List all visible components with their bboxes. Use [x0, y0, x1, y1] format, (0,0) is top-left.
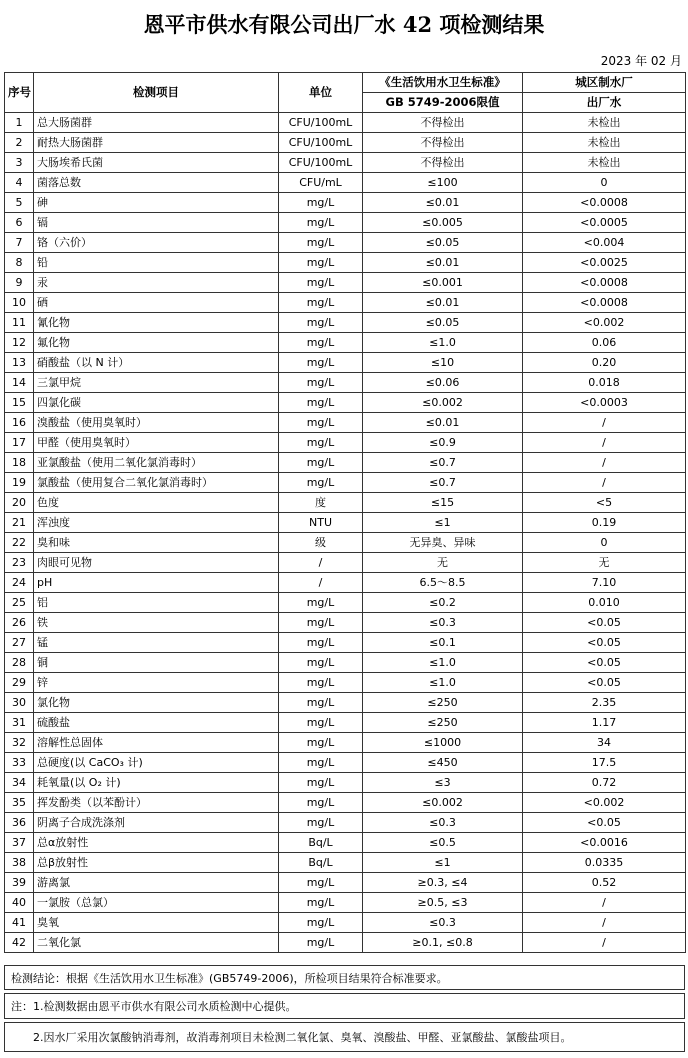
table-row [5, 733, 686, 753]
row-item: 氟化物 [34, 333, 279, 353]
row-number: 17 [5, 433, 34, 453]
row-unit: mg/L [279, 713, 363, 733]
table-row [5, 453, 686, 473]
row-number: 9 [5, 273, 34, 293]
row-number: 4 [5, 173, 34, 193]
row-unit: mg/L [279, 353, 363, 373]
row-result: <0.0008 [523, 273, 686, 293]
row-result: 17.5 [523, 753, 686, 773]
row-result: 0.010 [523, 593, 686, 613]
conclusion-text: 检测结论：根据《生活饮用水卫生标准》(GB5749-2006)，所检项目结果符合标准要求。 [4, 965, 685, 990]
row-result: / [523, 433, 686, 453]
row-result: / [523, 473, 686, 493]
row-result: <0.05 [523, 613, 686, 633]
note-2: 2.因水厂采用次氯酸钠消毒剂，故消毒剂项目未检测二氧化氯、臭氧、溴酸盐、甲醛、亚氯酸盐、氯酸盐项目。 [4, 1022, 685, 1052]
row-result: <0.05 [523, 673, 686, 693]
row-item: 亚氯酸盐（使用二氧化氯消毒时） [34, 453, 279, 473]
row-item: 硝酸盐（以 N 计） [34, 353, 279, 373]
row-unit: mg/L [279, 373, 363, 393]
row-item: 溴酸盐（使用臭氧时） [34, 413, 279, 433]
row-result: <0.002 [523, 793, 686, 813]
table-row [5, 413, 686, 433]
header-plant: 城区制水厂 [523, 73, 686, 93]
row-result: 1.17 [523, 713, 686, 733]
row-unit: mg/L [279, 633, 363, 653]
table-row [5, 913, 686, 933]
note-1: 注：1.检测数据由恩平市供水有限公司水质检测中心提供。 [4, 993, 685, 1019]
row-number: 10 [5, 293, 34, 313]
row-number: 28 [5, 653, 34, 673]
row-number: 27 [5, 633, 34, 653]
row-result: / [523, 413, 686, 433]
row-unit: mg/L [279, 413, 363, 433]
row-unit: mg/L [279, 753, 363, 773]
table-row [5, 933, 686, 953]
table-row [5, 333, 686, 353]
table-row [5, 173, 686, 193]
row-result: 0.018 [523, 373, 686, 393]
report-date: 2023 年 02 月 [600, 54, 682, 68]
row-unit: Bq/L [279, 833, 363, 853]
row-result: <0.0003 [523, 393, 686, 413]
row-item: 总α放射性 [34, 833, 279, 853]
row-item: 镉 [34, 213, 279, 233]
row-unit: mg/L [279, 313, 363, 333]
row-unit: CFU/mL [279, 173, 363, 193]
row-number: 16 [5, 413, 34, 433]
header-plant-water: 出厂水 [523, 93, 686, 113]
row-limit: ≤0.005 [363, 213, 523, 233]
row-result: <0.004 [523, 233, 686, 253]
row-number: 12 [5, 333, 34, 353]
row-result: <0.0008 [523, 193, 686, 213]
row-result: <0.05 [523, 813, 686, 833]
row-number: 11 [5, 313, 34, 333]
table-row [5, 433, 686, 453]
row-unit: mg/L [279, 193, 363, 213]
header-standard: 《生活饮用水卫生标准》 [363, 73, 523, 93]
row-item: 铅 [34, 253, 279, 273]
row-limit: ≥0.5, ≤3 [363, 893, 523, 913]
row-unit: mg/L [279, 293, 363, 313]
table-row [5, 193, 686, 213]
row-item: 大肠埃希氏菌 [34, 153, 279, 173]
results-table [4, 72, 686, 953]
row-result: <0.05 [523, 653, 686, 673]
row-limit: 不得检出 [363, 113, 523, 133]
row-result: <0.0025 [523, 253, 686, 273]
row-limit: ≤0.7 [363, 473, 523, 493]
row-number: 22 [5, 533, 34, 553]
row-item: 臭氧 [34, 913, 279, 933]
table-row [5, 793, 686, 813]
row-limit: ≤0.05 [363, 233, 523, 253]
row-unit: / [279, 573, 363, 593]
row-limit: ≥0.3, ≤4 [363, 873, 523, 893]
row-number: 6 [5, 213, 34, 233]
row-result: 0.52 [523, 873, 686, 893]
row-result: <0.05 [523, 633, 686, 653]
table-row [5, 533, 686, 553]
row-number: 30 [5, 693, 34, 713]
row-unit: mg/L [279, 393, 363, 413]
row-number: 31 [5, 713, 34, 733]
table-row [5, 293, 686, 313]
row-result: <0.0016 [523, 833, 686, 853]
row-result: 34 [523, 733, 686, 753]
table-row [5, 253, 686, 273]
row-item: 臭和味 [34, 533, 279, 553]
row-item: 耗氧量(以 O₂ 计) [34, 773, 279, 793]
row-number: 23 [5, 553, 34, 573]
row-unit: mg/L [279, 673, 363, 693]
table-row [5, 893, 686, 913]
row-unit: 级 [279, 533, 363, 553]
row-item: 铁 [34, 613, 279, 633]
row-limit: ≤3 [363, 773, 523, 793]
row-number: 36 [5, 813, 34, 833]
row-limit: ≤1.0 [363, 653, 523, 673]
table-row [5, 513, 686, 533]
row-result: 2.35 [523, 693, 686, 713]
row-item: 四氯化碳 [34, 393, 279, 413]
row-result: 0.0335 [523, 853, 686, 873]
row-unit: mg/L [279, 473, 363, 493]
row-unit: mg/L [279, 793, 363, 813]
table-row [5, 373, 686, 393]
row-result: / [523, 893, 686, 913]
row-result: <5 [523, 493, 686, 513]
row-limit: ≤0.2 [363, 593, 523, 613]
row-item: 肉眼可见物 [34, 553, 279, 573]
row-unit: mg/L [279, 813, 363, 833]
row-result: 0 [523, 533, 686, 553]
row-unit: mg/L [279, 433, 363, 453]
row-number: 38 [5, 853, 34, 873]
table-row [5, 313, 686, 333]
row-limit: 不得检出 [363, 153, 523, 173]
row-result: 0 [523, 173, 686, 193]
row-item: 锌 [34, 673, 279, 693]
row-item: 氯化物 [34, 693, 279, 713]
row-result: 7.10 [523, 573, 686, 593]
table-row [5, 273, 686, 293]
row-limit: ≤0.3 [363, 613, 523, 633]
row-number: 34 [5, 773, 34, 793]
row-limit: 不得检出 [363, 133, 523, 153]
row-result: 未检出 [523, 113, 686, 133]
header-item: 检测项目 [34, 73, 279, 113]
row-item: 总硬度(以 CaCO₃ 计) [34, 753, 279, 773]
row-result: 0.72 [523, 773, 686, 793]
row-number: 2 [5, 133, 34, 153]
table-row [5, 473, 686, 493]
row-result: / [523, 933, 686, 953]
row-limit: ≤0.9 [363, 433, 523, 453]
row-limit: ≤0.01 [363, 413, 523, 433]
row-item: 三氯甲烷 [34, 373, 279, 393]
row-number: 42 [5, 933, 34, 953]
row-item: 汞 [34, 273, 279, 293]
row-number: 29 [5, 673, 34, 693]
row-unit: mg/L [279, 933, 363, 953]
row-item: 菌落总数 [34, 173, 279, 193]
row-result: <0.002 [523, 313, 686, 333]
row-limit: ≤0.1 [363, 633, 523, 653]
table-row [5, 553, 686, 573]
row-number: 5 [5, 193, 34, 213]
row-limit: ≤0.01 [363, 293, 523, 313]
row-unit: mg/L [279, 593, 363, 613]
row-number: 37 [5, 833, 34, 853]
row-limit: ≤0.3 [363, 813, 523, 833]
row-item: pH [34, 573, 279, 593]
row-number: 26 [5, 613, 34, 633]
row-limit: ≤0.3 [363, 913, 523, 933]
row-unit: CFU/100mL [279, 133, 363, 153]
row-unit: mg/L [279, 893, 363, 913]
row-unit: mg/L [279, 873, 363, 893]
table-row [5, 593, 686, 613]
row-number: 35 [5, 793, 34, 813]
row-number: 3 [5, 153, 34, 173]
table-row [5, 673, 686, 693]
table-row [5, 753, 686, 773]
row-limit: ≤450 [363, 753, 523, 773]
row-result: / [523, 453, 686, 473]
row-unit: mg/L [279, 273, 363, 293]
row-item: 砷 [34, 193, 279, 213]
row-item: 色度 [34, 493, 279, 513]
row-number: 41 [5, 913, 34, 933]
row-result: 0.06 [523, 333, 686, 353]
row-limit: ≤1 [363, 853, 523, 873]
table-row [5, 693, 686, 713]
row-result: 未检出 [523, 133, 686, 153]
table-row [5, 213, 686, 233]
row-unit: Bq/L [279, 853, 363, 873]
row-result: 0.19 [523, 513, 686, 533]
row-unit: mg/L [279, 733, 363, 753]
row-unit: mg/L [279, 213, 363, 233]
table-row [5, 713, 686, 733]
row-item: 锰 [34, 633, 279, 653]
row-limit: ≤0.05 [363, 313, 523, 333]
table-row [5, 773, 686, 793]
row-limit: ≤1.0 [363, 333, 523, 353]
row-number: 40 [5, 893, 34, 913]
row-number: 8 [5, 253, 34, 273]
row-number: 7 [5, 233, 34, 253]
row-limit: ≤250 [363, 693, 523, 713]
row-limit: ≤0.5 [363, 833, 523, 853]
row-item: 硫酸盐 [34, 713, 279, 733]
row-limit: 6.5～8.5 [363, 573, 523, 593]
row-unit: mg/L [279, 453, 363, 473]
row-item: 二氧化氯 [34, 933, 279, 953]
row-item: 铝 [34, 593, 279, 613]
row-limit: ≤10 [363, 353, 523, 373]
row-limit: 无 [363, 553, 523, 573]
row-number: 1 [5, 113, 34, 133]
header-no: 序号 [5, 73, 34, 113]
row-unit: NTU [279, 513, 363, 533]
table-row [5, 573, 686, 593]
row-result: 0.20 [523, 353, 686, 373]
row-item: 硒 [34, 293, 279, 313]
row-item: 阴离子合成洗涤剂 [34, 813, 279, 833]
row-number: 20 [5, 493, 34, 513]
row-number: 15 [5, 393, 34, 413]
page-title: 恩平市供水有限公司出厂水 42 项检测结果 [143, 12, 545, 37]
table-row [5, 133, 686, 153]
row-result: / [523, 913, 686, 933]
row-item: 总β放射性 [34, 853, 279, 873]
row-item: 挥发酚类（以苯酚计） [34, 793, 279, 813]
row-item: 铜 [34, 653, 279, 673]
row-item: 一氯胺（总氯） [34, 893, 279, 913]
row-result: 未检出 [523, 153, 686, 173]
row-limit: ≤0.001 [363, 273, 523, 293]
row-limit: ≤1000 [363, 733, 523, 753]
row-limit: ≤0.002 [363, 793, 523, 813]
table-row [5, 353, 686, 373]
table-body [5, 113, 686, 953]
row-limit: ≤0.7 [363, 453, 523, 473]
row-limit: ≤0.01 [363, 193, 523, 213]
row-limit: ≤1 [363, 513, 523, 533]
row-limit: ≤1.0 [363, 673, 523, 693]
row-unit: mg/L [279, 333, 363, 353]
row-item: 氯酸盐（使用复合二氧化氯消毒时） [34, 473, 279, 493]
row-number: 32 [5, 733, 34, 753]
row-item: 游离氯 [34, 873, 279, 893]
table-row [5, 853, 686, 873]
table-header-row [5, 73, 686, 93]
row-limit: ≤100 [363, 173, 523, 193]
row-item: 耐热大肠菌群 [34, 133, 279, 153]
table-row [5, 653, 686, 673]
row-unit: mg/L [279, 253, 363, 273]
row-item: 甲醛（使用臭氧时） [34, 433, 279, 453]
table-row [5, 393, 686, 413]
table-row [5, 833, 686, 853]
row-limit: 无异臭、异味 [363, 533, 523, 553]
row-unit: CFU/100mL [279, 153, 363, 173]
header-unit: 单位 [279, 73, 363, 113]
row-limit: ≤0.002 [363, 393, 523, 413]
table-row [5, 493, 686, 513]
table-row [5, 813, 686, 833]
table-row [5, 233, 686, 253]
row-item: 溶解性总固体 [34, 733, 279, 753]
row-unit: mg/L [279, 913, 363, 933]
row-item: 氰化物 [34, 313, 279, 333]
row-number: 14 [5, 373, 34, 393]
row-number: 19 [5, 473, 34, 493]
row-result: 无 [523, 553, 686, 573]
row-result: <0.0005 [523, 213, 686, 233]
row-number: 39 [5, 873, 34, 893]
row-limit: ≥0.1, ≤0.8 [363, 933, 523, 953]
row-result: <0.0008 [523, 293, 686, 313]
table-row [5, 613, 686, 633]
row-limit: ≤15 [363, 493, 523, 513]
row-limit: ≤0.06 [363, 373, 523, 393]
row-item: 铬（六价） [34, 233, 279, 253]
row-unit: CFU/100mL [279, 113, 363, 133]
row-unit: mg/L [279, 653, 363, 673]
row-number: 25 [5, 593, 34, 613]
table-row [5, 633, 686, 653]
row-unit: / [279, 553, 363, 573]
row-limit: ≤0.01 [363, 253, 523, 273]
row-item: 浑浊度 [34, 513, 279, 533]
row-number: 18 [5, 453, 34, 473]
row-limit: ≤250 [363, 713, 523, 733]
row-unit: mg/L [279, 233, 363, 253]
table-row [5, 153, 686, 173]
row-item: 总大肠菌群 [34, 113, 279, 133]
table-row [5, 873, 686, 893]
table-row [5, 113, 686, 133]
row-number: 33 [5, 753, 34, 773]
header-standard-limit: GB 5749-2006限值 [363, 93, 523, 113]
row-unit: 度 [279, 493, 363, 513]
row-unit: mg/L [279, 773, 363, 793]
row-unit: mg/L [279, 613, 363, 633]
row-number: 13 [5, 353, 34, 373]
row-number: 24 [5, 573, 34, 593]
row-number: 21 [5, 513, 34, 533]
row-unit: mg/L [279, 693, 363, 713]
